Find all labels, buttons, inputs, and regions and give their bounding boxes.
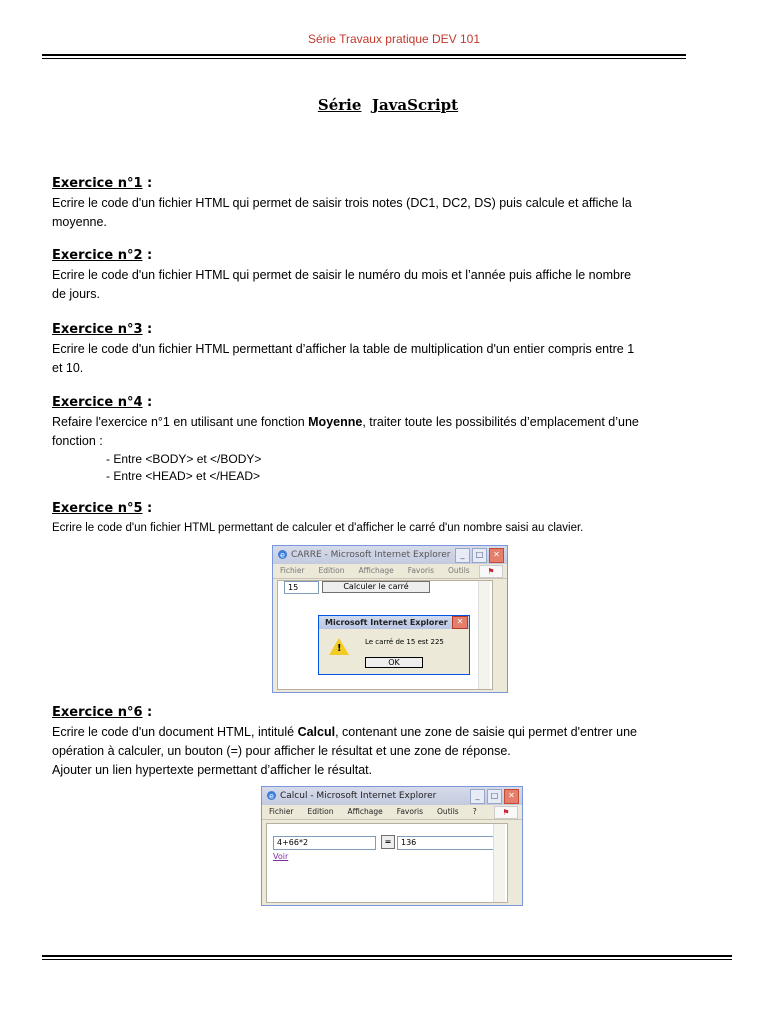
ok-button[interactable]: OK	[365, 657, 423, 668]
menu-item-edition[interactable]: Edition	[307, 807, 334, 816]
page-title	[0, 96, 768, 114]
exercise-text: moyenne.	[52, 215, 107, 229]
footer-rule	[42, 955, 732, 960]
window-titlebar	[262, 787, 522, 805]
exercise-text: opération à calculer, un bouton (=) pour afficher le résultat et une zone de réponse.	[52, 744, 511, 758]
menu-item-favoris[interactable]: Favoris	[396, 807, 424, 816]
exercise-text: de jours.	[52, 287, 100, 301]
window-titlebar	[273, 546, 507, 564]
minimize-icon[interactable]: _	[455, 548, 470, 563]
scrollbar[interactable]	[478, 581, 490, 689]
exercise-heading: Exercice n°4 :	[52, 395, 153, 410]
window-title: CARRE - Microsoft Internet Explorer	[291, 550, 451, 560]
operation-input[interactable]: 4+66*2	[273, 836, 376, 850]
exercise-4	[52, 393, 732, 485]
browser-window-carre	[272, 545, 508, 693]
menu-bar	[262, 805, 522, 820]
menu-item-favoris[interactable]: Favoris	[407, 566, 435, 575]
menu-item-affichage[interactable]: Affichage	[347, 807, 383, 816]
menu-item-help[interactable]: ?	[472, 807, 477, 816]
menu-item-edition[interactable]: Edition	[318, 566, 345, 575]
exercise-2	[52, 246, 732, 304]
alert-dialog: Microsoft Internet Explorer ✕ ! Le carré de 15 est 225 OK	[318, 615, 470, 675]
svg-text:e: e	[269, 791, 274, 801]
menu-item-outils[interactable]: Outils	[448, 566, 470, 575]
browser-window-calcul	[261, 786, 523, 906]
close-icon[interactable]: ✕	[504, 789, 519, 804]
exercise-6	[52, 703, 732, 780]
ie-icon	[277, 549, 288, 560]
svg-text:e: e	[280, 550, 285, 560]
title-word-1: Série	[317, 96, 362, 114]
title-word-2: JavaScript	[371, 96, 459, 114]
menu-item-affichage[interactable]: Affichage	[358, 566, 394, 575]
exercise-heading: Exercice n°5 :	[52, 501, 153, 516]
list-item: - Entre <HEAD> et </HEAD>	[106, 469, 261, 483]
close-icon[interactable]: ✕	[489, 548, 504, 563]
page-content	[266, 823, 508, 903]
exercise-heading: Exercice n°1 :	[52, 176, 153, 191]
menu-item-fichier[interactable]: Fichier	[280, 566, 305, 575]
menu-item-fichier[interactable]: Fichier	[269, 807, 294, 816]
exercise-text: Ajouter un lien hypertexte permettant d’afficher le résultat.	[52, 763, 373, 777]
menu-item-outils[interactable]: Outils	[437, 807, 459, 816]
exercise-heading: Exercice n°3 :	[52, 322, 153, 337]
exercise-1	[52, 174, 732, 232]
exercise-text: Refaire l'exercice n°1 en utilisant une fonction Moyenne, traiter toute les possibilités d’emplacement d’une	[52, 415, 639, 429]
page-content	[277, 580, 493, 690]
result-field[interactable]: 136	[397, 836, 500, 850]
window-title: Calcul - Microsoft Internet Explorer	[280, 791, 437, 801]
exercise-text: Ecrire le code d'un fichier HTML qui permet de saisir le numéro du mois et l’année puis affiche le nombre	[52, 268, 632, 282]
exercise-heading: Exercice n°6 :	[52, 705, 153, 720]
number-input[interactable]: 15	[284, 581, 319, 594]
calculate-square-button[interactable]: Calculer le carré	[322, 581, 430, 593]
menu-bar	[273, 564, 507, 579]
exercise-3	[52, 320, 732, 378]
ie-icon	[266, 790, 277, 801]
dialog-title: Microsoft Internet Explorer	[325, 618, 448, 627]
exercise-5	[52, 499, 732, 538]
equals-button[interactable]: =	[381, 835, 395, 849]
voir-link[interactable]: Voir	[273, 852, 289, 861]
maximize-icon[interactable]: □	[472, 548, 487, 563]
exercise-heading: Exercice n°2 :	[52, 248, 153, 263]
dialog-titlebar	[319, 616, 469, 629]
minimize-icon[interactable]: _	[470, 789, 485, 804]
exercise-text: Ecrire le code d'un fichier HTML permettant de calculer et d'afficher le carré d'un nombre saisi au clavier.	[52, 522, 584, 534]
exercise-text: Ecrire le code d'un fichier HTML permettant d’afficher la table de multiplication d'un entier compris entre 1	[52, 342, 635, 356]
exercise-text: Ecrire le code d'un fichier HTML qui permet de saisir trois notes (DC1, DC2, DS) puis calcule et affiche la	[52, 196, 632, 210]
exercise-text: Ecrire le code d'un document HTML, intitulé Calcul, contenant une zone de saisie qui permet d'entrer une	[52, 725, 637, 739]
exercise-text: et 10.	[52, 361, 84, 375]
maximize-icon[interactable]: □	[487, 789, 502, 804]
list-item: - Entre <BODY> et </BODY>	[106, 452, 262, 466]
windows-flag-icon: ⚑	[494, 806, 518, 819]
scrollbar[interactable]	[493, 824, 505, 902]
exercise-text: fonction :	[52, 434, 103, 448]
dialog-message: Le carré de 15 est 225	[365, 638, 444, 646]
dialog-close-icon[interactable]: ✕	[452, 616, 468, 629]
windows-flag-icon: ⚑	[479, 565, 503, 578]
header-rule	[42, 54, 686, 59]
page-header: Série Travaux pratique DEV 101	[307, 32, 481, 46]
